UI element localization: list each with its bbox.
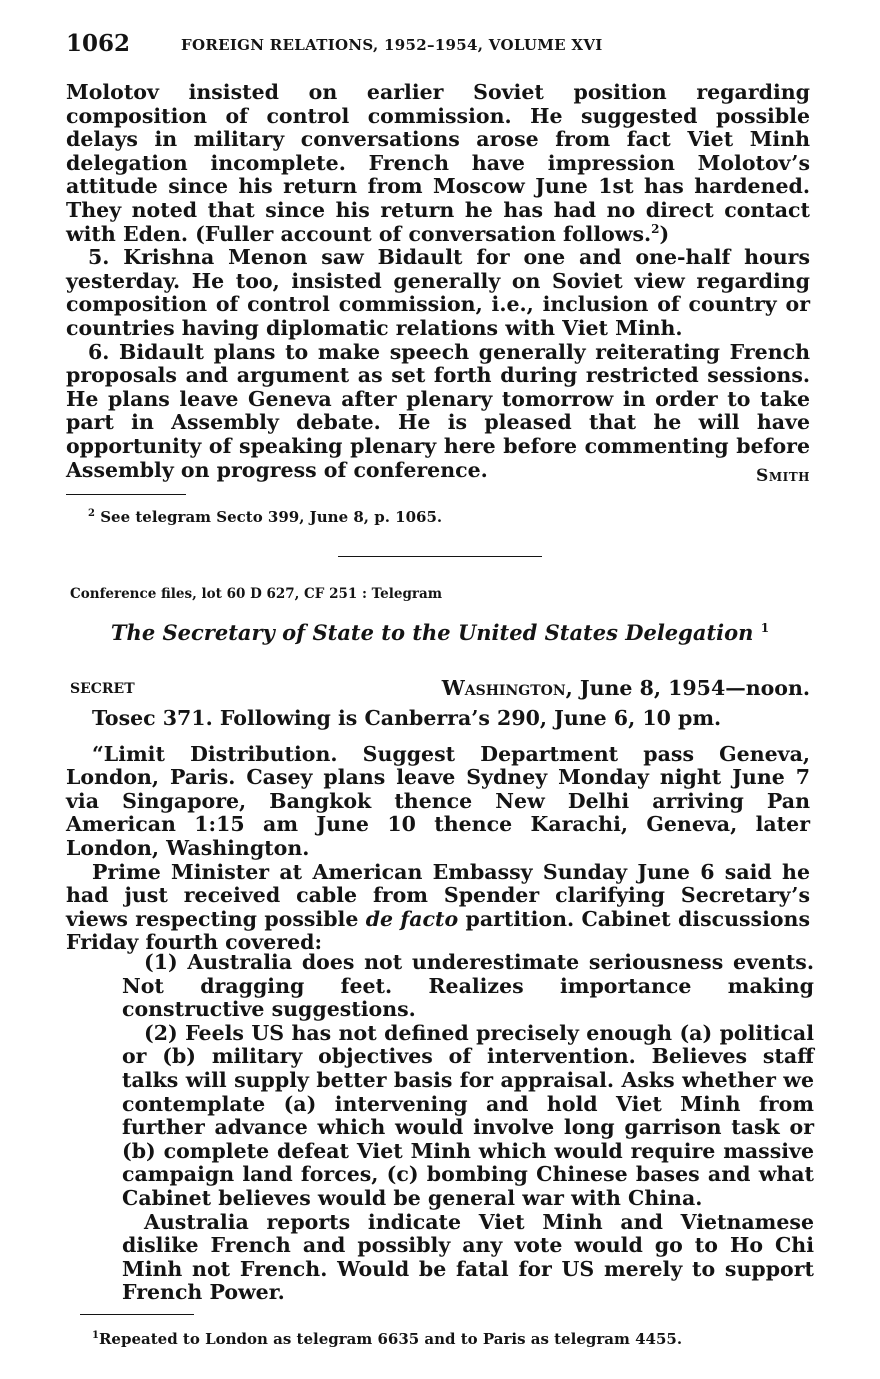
signature-smith: Smith [756, 466, 810, 486]
opening-line: Tosec 371. Following is Canberra’s 290, June 6, 10 pm. [92, 706, 722, 730]
cabinet-points [122, 951, 814, 1305]
paragraph-prime-minister: Prime Minister at American Embassy Sunday June 6 said he had just received cable from Spender clarifying Secretary’s views respecting possible de facto partition. Cabinet discussions Friday fourth covered: [66, 859, 811, 955]
running-head: FOREIGN RELATIONS, 1952–1954, VOLUME XVI [181, 36, 603, 54]
source-note: Conference files, lot 60 D 627, CF 251 : Telegram [70, 586, 443, 602]
dateline: Washington, June 8, 1954—noon. [441, 676, 810, 700]
point-2: (2) Feels US has not defined precisely enough (a) political or (b) military objectives of intervention. Believes staff talks will supply better basis for appraisal. Asks whether we contemplate (a) intervening and hold Viet Minh from further advance which would involve long garrison task or (b) complete defeat Viet Minh which would require massive campaign land forces, (c) bombing Chinese bases and what Cabinet believes would be general war with China. [122, 1020, 814, 1210]
footnote-rule-bottom [80, 1314, 194, 1315]
paragraph-molotov: Molotov insisted on earlier Soviet position regarding composition of control commission. He suggested possible delays in military conversations arose from fact Viet Minh delegation incomplete. French have impression Molotov’s attitude since his return from Moscow June 1st has hardened. They noted that since his return he has had no direct contact with Eden. (Fuller account of conversation follows.$^2$) [66, 80, 810, 246]
paragraph-6: 6. Bidault plans to make speech generally reiterating French proposals and argument as set forth during restricted sessions. He plans leave Geneva after plenary tomorrow in order to take part in Assembly debate. He is pleased that he will have opportunity of speaking plenary here before commenting before Assembly on progress of conference. [66, 339, 810, 482]
footnote-1: $^1$Repeated to London as telegram 6635 and to Paris as telegram 4455. [92, 1330, 683, 1348]
footnote-ref-2: 2 [651, 221, 660, 236]
point-1: (1) Australia does not underestimate seriousness events. Not dragging feet. Realizes importance making constructive suggestions. [122, 950, 814, 1022]
classification-label: SECRET [70, 681, 135, 697]
paragraph-australia-reports: Australia reports indicate Viet Minh and Vietnamese dislike French and possibly any vote would go to Ho Chi Minh not French. Would be fatal for US merely to support French Power. [122, 1209, 814, 1305]
footnote-rule-top [66, 494, 186, 495]
document-title: The Secretary of State to the United States Delegation $^1$ [110, 620, 770, 645]
page-header [66, 30, 810, 60]
page-number: 1062 [66, 30, 131, 57]
top-body-text [66, 81, 810, 482]
paragraph-5: 5. Krishna Menon saw Bidault for one and one-half hours yesterday. He too, insisted generally on Soviet view regarding composition of control commission, i.e., inclusion of country or countries having diplomatic relations with Viet Minh. [66, 245, 810, 340]
telegram-body [66, 707, 810, 955]
paragraph-limit-distribution: “Limit Distribution. Suggest Department pass Geneva, London, Paris. Casey plans leave Sydney Monday night June 7 via Singapore, Bangkok thence New Delhi arriving Pan American 1:15 am June 10 thence Karachi, Geneva, later London, Washington. [66, 741, 810, 860]
section-divider [338, 556, 542, 557]
footnote-2: $^2$ See telegram Secto 399, June 8, p. 1065. [88, 508, 443, 526]
